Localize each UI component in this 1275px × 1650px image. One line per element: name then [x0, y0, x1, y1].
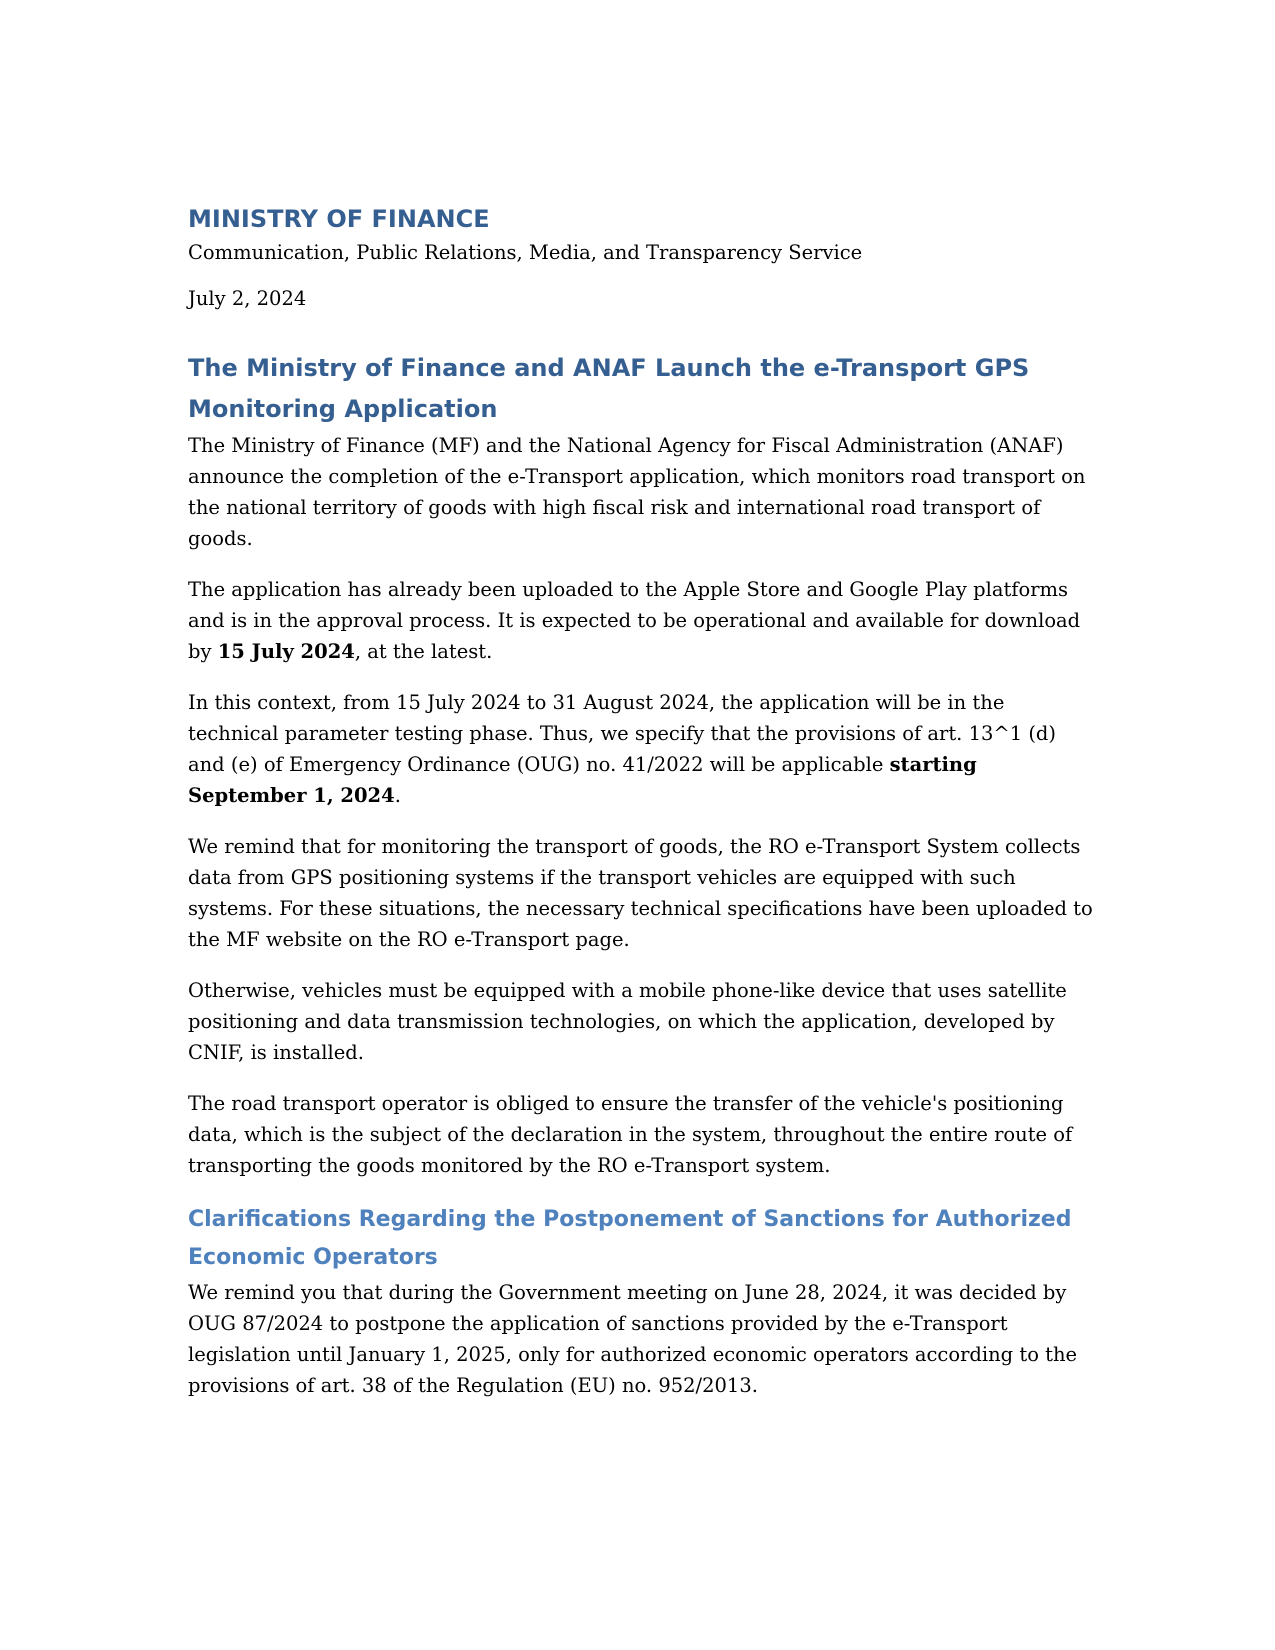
paragraph-availability-end: , at the latest.: [354, 640, 493, 663]
paragraph-availability-text: The application has already been uploaded to the Apple Store and Google Play platforms and is in the approval process. It is expected to be operational and available for download by: [188, 578, 1081, 663]
section-heading-sanctions: Clarifications Regarding the Postponement of Sanctions for Authorized Economic Operators: [188, 1207, 1072, 1270]
press-release-date: July 2, 2024: [188, 287, 307, 310]
paragraph-testing-phase-end: .: [394, 784, 401, 807]
paragraph-gps-systems: We remind that for monitoring the transport of goods, the RO e-Transport System collects data from GPS positioning systems if the transport vehicles are equipped with such systems. For these situations, the necessary technical specifications have been uploaded to the MF website on the RO e-Transport page.: [188, 835, 1093, 951]
paragraph-testing-phase-text: In this context, from 15 July 2024 to 31 August 2024, the application will be in the technical parameter testing phase. Thus, we specify that the provisions of art. 13^1 (d) and (e) of Emergency Ordinance (OUG) no. 41/2022 will be applicable: [188, 691, 1057, 776]
organization-name: MINISTRY OF FINANCE: [188, 205, 490, 233]
availability-date: 15 July 2024: [217, 640, 355, 663]
paragraph-testing-phase: [188, 687, 1093, 811]
department-name: Communication, Public Relations, Media, and Transparency Service: [188, 241, 863, 264]
paragraph-sanctions-postponement: We remind you that during the Government meeting on June 28, 2024, it was decided by OUG 87/2024 to postpone the application of sanctions provided by the e-Transport legislation until January 1, 2025, only for authorized economic operators according to the provisions of art. 38 of the Regulation (EU) no. 952/2013.: [188, 1281, 1078, 1397]
paragraph-mobile-device: Otherwise, vehicles must be equipped with a mobile phone-like device that uses satellite positioning and data transmission technologies, on which the application, developed by CNIF, is installed.: [188, 979, 1067, 1064]
paragraph-announcement: The Ministry of Finance (MF) and the National Agency for Fiscal Administration (ANAF) announce the completion of the e-Transport application, which monitors road transport on the national territory of goods with high fiscal risk and international road transport of goods.: [188, 434, 1086, 550]
press-release-title: The Ministry of Finance and ANAF Launch the e-Transport GPS Monitoring Application: [188, 354, 1030, 423]
paragraph-availability: [188, 574, 1093, 667]
paragraph-operator-obligation: The road transport operator is obliged to ensure the transfer of the vehicle's positioning data, which is the subject of the declaration in the system, throughout the entire route of transporting the goods monitored by the RO e-Transport system.: [188, 1092, 1073, 1177]
document-body: [188, 200, 1093, 1421]
applicability-date: starting September 1, 2024: [188, 753, 977, 807]
